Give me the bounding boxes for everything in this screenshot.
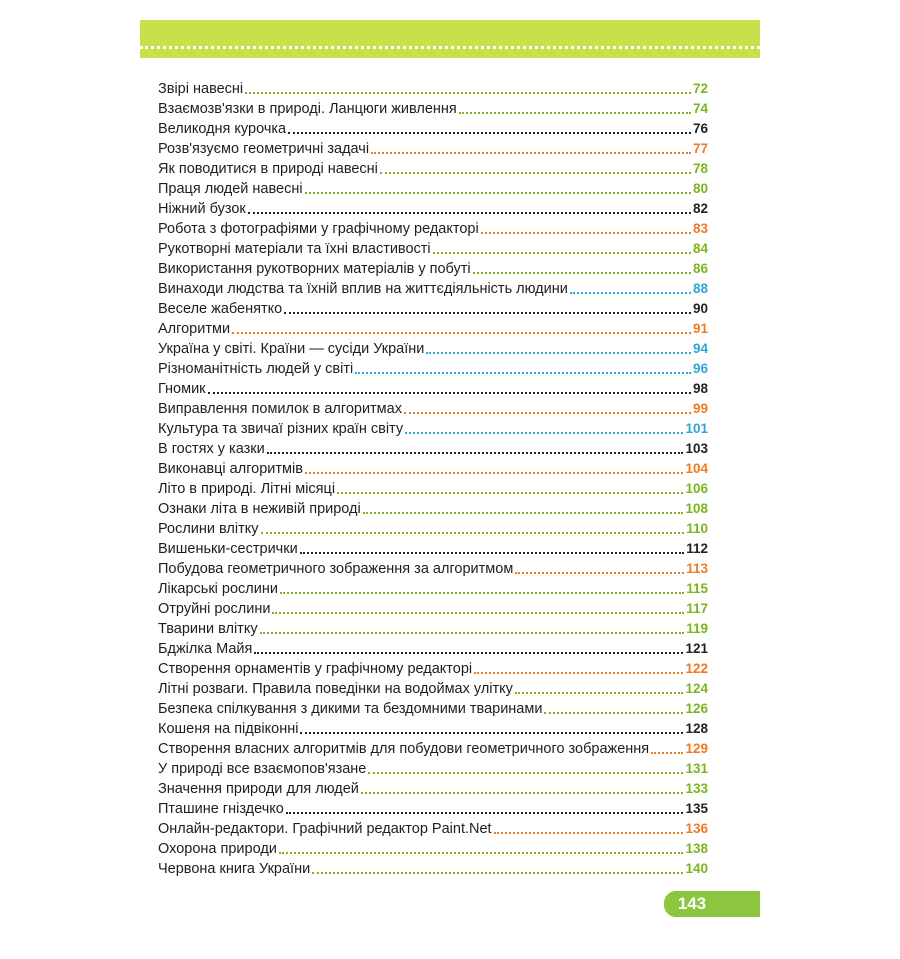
toc-entry-page: 131: [685, 761, 708, 776]
toc-dot-leader: [286, 812, 684, 814]
toc-dot-leader: [361, 792, 684, 794]
toc-entry-title: Кошеня на підвіконні: [158, 721, 299, 737]
toc-entry-title: Тварини влітку: [158, 621, 258, 637]
toc-dot-leader: [272, 612, 684, 614]
toc-entry[interactable]: [158, 258, 708, 278]
toc-entry-page: 115: [686, 581, 708, 596]
toc-entry-page: 140: [685, 861, 708, 876]
toc-dot-leader: [280, 592, 684, 594]
toc-entry-page: 110: [686, 521, 708, 536]
toc-entry[interactable]: [158, 158, 708, 178]
toc-entry-page: 138: [685, 841, 708, 856]
toc-entry-page: 94: [692, 341, 708, 356]
toc-entry-title: Побудова геометричного зображення за алгоритмом: [158, 561, 514, 577]
toc-entry-page: 86: [692, 261, 708, 276]
toc-entry[interactable]: [158, 418, 708, 438]
toc-entry-title: Праця людей навесні: [158, 181, 303, 197]
toc-entry[interactable]: [158, 658, 708, 678]
toc-entry-title: Вишеньки-сестрички: [158, 541, 298, 557]
toc-dot-leader: [267, 452, 684, 454]
toc-dot-leader: [337, 492, 683, 494]
toc-entry-page: 129: [685, 741, 708, 756]
toc-entry[interactable]: [158, 838, 708, 858]
toc-entry[interactable]: [158, 78, 708, 98]
toc-entry-title: Україна у світі. Країни — сусіди України: [158, 341, 425, 357]
toc-entry[interactable]: [158, 818, 708, 838]
toc-entry-page: 119: [686, 621, 708, 636]
toc-entry-title: Різноманітність людей у світі: [158, 361, 354, 377]
toc-entry-page: 106: [685, 481, 708, 496]
toc-entry[interactable]: [158, 798, 708, 818]
toc-entry-title: Гномик: [158, 381, 206, 397]
toc-entry-title: Створення власних алгоритмів для побудови геометричного зображення: [158, 741, 650, 757]
toc-dot-leader: [232, 332, 691, 334]
toc-entry-page: 91: [692, 321, 708, 336]
toc-entry-title: Ніжний бузок: [158, 201, 246, 217]
toc-dot-leader: [544, 712, 683, 714]
toc-entry-page: 117: [686, 601, 708, 616]
toc-entry-page: 126: [685, 701, 708, 716]
toc-entry-title: В гостях у казки: [158, 441, 265, 457]
toc-entry[interactable]: [158, 318, 708, 338]
toc-entry[interactable]: [158, 558, 708, 578]
toc-entry-title: Отруйні рослини: [158, 601, 271, 617]
toc-entry-page: 74: [692, 101, 708, 116]
toc-entry-page: 124: [685, 681, 708, 696]
toc-entry[interactable]: [158, 118, 708, 138]
toc-entry-title: Виправлення помилок в алгоритмах: [158, 401, 402, 417]
toc-entry-title: Взаємозв'язки в природі. Ланцюги живлення: [158, 101, 457, 117]
toc-entry[interactable]: [158, 638, 708, 658]
toc-entry[interactable]: [158, 378, 708, 398]
toc-dot-leader: [459, 112, 691, 114]
toc-entry[interactable]: [158, 478, 708, 498]
toc-entry-page: 72: [692, 81, 708, 96]
toc-entry-title: Алгоритми: [158, 321, 231, 337]
toc-entry[interactable]: [158, 398, 708, 418]
toc-entry[interactable]: [158, 718, 708, 738]
toc-dot-leader: [515, 692, 684, 694]
toc-entry[interactable]: [158, 218, 708, 238]
toc-dot-leader: [426, 352, 691, 354]
toc-entry[interactable]: [158, 458, 708, 478]
header-band: [140, 20, 760, 58]
toc-entry-title: Робота з фотографіями у графічному редакторі: [158, 221, 479, 237]
toc-entry-page: 82: [692, 201, 708, 216]
toc-entry-page: 103: [685, 441, 708, 456]
toc-entry-title: Рослини влітку: [158, 521, 259, 537]
toc-entry[interactable]: [158, 338, 708, 358]
toc-entry-title: Пташине гніздечко: [158, 801, 284, 817]
toc-entry-title: Літні розваги. Правила поведінки на водоймах улітку: [158, 681, 513, 697]
toc-dot-leader: [363, 512, 684, 514]
toc-entry-page: 133: [685, 781, 708, 796]
toc-dot-leader: [473, 272, 691, 274]
toc-entry-page: 112: [686, 541, 708, 556]
toc-dot-leader: [312, 872, 683, 874]
toc-entry[interactable]: [158, 858, 708, 878]
toc-entry-page: 77: [692, 141, 708, 156]
toc-entry-page: 135: [685, 801, 708, 816]
toc-entry[interactable]: [158, 598, 708, 618]
toc-entry[interactable]: [158, 678, 708, 698]
toc-dot-leader: [248, 212, 691, 214]
toc-dot-leader: [254, 652, 683, 654]
toc-dot-leader: [405, 432, 683, 434]
toc-dot-leader: [261, 532, 685, 534]
toc-entry[interactable]: [158, 518, 708, 538]
table-of-contents: [158, 78, 708, 878]
toc-entry-title: Літо в природі. Літні місяці: [158, 481, 336, 497]
toc-entry-title: Винаходи людства та їхній вплив на життєдіяльність людини: [158, 281, 568, 297]
toc-entry-page: 113: [686, 561, 708, 576]
toc-dot-leader: [404, 412, 691, 414]
toc-entry-title: Лікарські рослини: [158, 581, 278, 597]
toc-entry[interactable]: [158, 778, 708, 798]
toc-entry-title: Охорона природи: [158, 841, 277, 857]
toc-entry-title: Безпека спілкування з дикими та бездомними тваринами: [158, 701, 543, 717]
toc-entry-page: 108: [685, 501, 708, 516]
toc-entry-title: Культура та звичаї різних країн світу: [158, 421, 404, 437]
toc-entry-title: Червона книга України: [158, 861, 311, 877]
page-number-tab: [664, 891, 760, 917]
toc-entry[interactable]: [158, 758, 708, 778]
toc-entry-title: Як поводитися в природі навесні: [158, 161, 378, 177]
toc-entry-title: Великодня курочка: [158, 121, 287, 137]
toc-entry[interactable]: [158, 198, 708, 218]
toc-entry-page: 121: [685, 641, 708, 656]
toc-entry-page: 136: [685, 821, 708, 836]
toc-entry-title: Рукотворні матеріали та їхні властивості: [158, 241, 431, 257]
toc-entry-title: Виконавці алгоритмів: [158, 461, 303, 477]
toc-entry-page: 99: [692, 401, 708, 416]
toc-entry[interactable]: [158, 698, 708, 718]
toc-entry-page: 122: [685, 661, 708, 676]
toc-entry[interactable]: [158, 178, 708, 198]
header-dotted-line: [140, 46, 760, 49]
toc-entry-page: 84: [692, 241, 708, 256]
toc-dot-leader: [433, 252, 691, 254]
toc-entry-page: 76: [692, 121, 708, 136]
toc-entry[interactable]: [158, 438, 708, 458]
toc-entry-page: 83: [692, 221, 708, 236]
toc-entry-title: У природі все взаємопов'язане: [158, 761, 367, 777]
toc-entry[interactable]: [158, 358, 708, 378]
toc-entry-page: 104: [685, 461, 708, 476]
toc-entry-title: Бджілка Майя: [158, 641, 253, 657]
toc-entry-title: Веселе жабенятко: [158, 301, 283, 317]
toc-dot-leader: [288, 132, 691, 134]
toc-dot-leader: [570, 292, 691, 294]
toc-dot-leader: [305, 472, 684, 474]
toc-entry-title: Розв'язуємо геометричні задачі: [158, 141, 370, 157]
toc-dot-leader: [371, 152, 691, 154]
toc-entry[interactable]: [158, 298, 708, 318]
toc-dot-leader: [284, 312, 691, 314]
toc-entry-page: 80: [692, 181, 708, 196]
toc-entry-page: 78: [692, 161, 708, 176]
toc-entry-title: Ознаки літа в неживій природі: [158, 501, 361, 517]
toc-dot-leader: [208, 392, 691, 394]
toc-entry[interactable]: [158, 738, 708, 758]
toc-dot-leader: [368, 772, 683, 774]
toc-dot-leader: [300, 732, 683, 734]
toc-dot-leader: [494, 832, 684, 834]
toc-entry[interactable]: [158, 578, 708, 598]
toc-dot-leader: [245, 92, 691, 94]
toc-dot-leader: [474, 672, 683, 674]
toc-dot-leader: [260, 632, 685, 634]
page-number: 143: [677, 894, 707, 913]
toc-dot-leader: [279, 852, 684, 854]
toc-entry-title: Звірі навесні: [158, 81, 244, 97]
toc-entry-title: Онлайн-редактори. Графічний редактор Paint.Net: [158, 821, 492, 837]
toc-entry[interactable]: [158, 98, 708, 118]
toc-entry-page: 98: [692, 381, 708, 396]
toc-dot-leader: [300, 552, 685, 554]
toc-entry[interactable]: [158, 238, 708, 258]
toc-entry-page: 90: [692, 301, 708, 316]
toc-dot-leader: [355, 372, 691, 374]
toc-entry-page: 101: [685, 421, 708, 436]
toc-entry[interactable]: [158, 538, 708, 558]
toc-entry[interactable]: [158, 278, 708, 298]
toc-entry[interactable]: [158, 138, 708, 158]
toc-dot-leader: [651, 752, 683, 754]
toc-dot-leader: [515, 572, 684, 574]
toc-dot-leader: [380, 172, 691, 174]
toc-entry-title: Значення природи для людей: [158, 781, 359, 797]
toc-entry[interactable]: [158, 498, 708, 518]
toc-entry-page: 96: [692, 361, 708, 376]
toc-entry-page: 128: [685, 721, 708, 736]
toc-entry[interactable]: [158, 618, 708, 638]
toc-entry-title: Створення орнаментів у графічному редакторі: [158, 661, 473, 677]
toc-dot-leader: [481, 232, 691, 234]
toc-dot-leader: [305, 192, 691, 194]
toc-entry-page: 88: [692, 281, 708, 296]
toc-entry-title: Використання рукотворних матеріалів у побуті: [158, 261, 471, 277]
